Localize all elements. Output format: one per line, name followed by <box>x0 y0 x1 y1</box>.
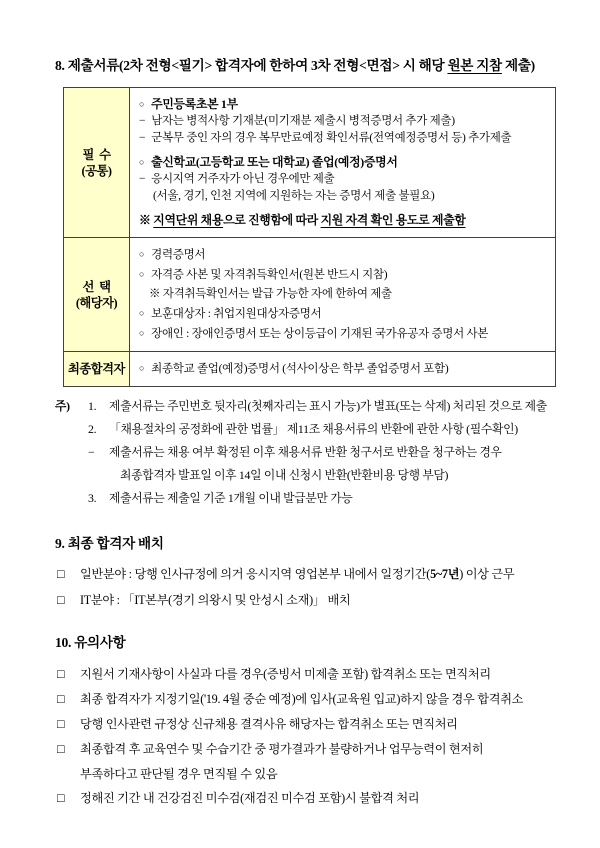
row-header-line1: 최종합격자 <box>68 362 125 376</box>
doc-line <box>139 360 448 378</box>
section9 <box>55 532 556 613</box>
doc-note-mid: 으로 진행함에 따라 <box>223 213 321 227</box>
section10-item-text: 지원서 기재사항이 사실과 다를 경우(증빙서 미제출 포함) 합격취소 또는 면직처리 <box>80 667 491 681</box>
checkbox-icon: □ <box>57 742 65 756</box>
row-header-line1: 필 수 <box>82 147 111 162</box>
doc-line-text: 경력증명서 <box>151 249 206 261</box>
doc-line <box>139 154 553 171</box>
doc-line <box>139 285 553 304</box>
circle-bullet-icon: ○ <box>139 269 145 279</box>
footnote-line <box>55 395 556 418</box>
section10 <box>55 631 556 811</box>
row-header-required <box>64 88 130 237</box>
doc-line <box>139 188 553 205</box>
doc-line-text: 남자는 병적사항 기재분(미기재분 제출시 병적증명서 추가 제출) <box>151 115 455 127</box>
footnote-label: 주) <box>55 399 70 413</box>
footnote-line <box>55 487 556 510</box>
section9-item <box>55 587 556 613</box>
footnote-text: 「채용절차의 공정화에 관한 법률」 제11조 채용서류의 반환에 관한 사항 (필수확인) <box>109 422 518 436</box>
section9-item <box>55 561 556 587</box>
section9-title: 9. 최종 합격자 배치 <box>55 536 164 551</box>
item-text-pre: 일반분야 : 당행 인사규정에 의거 응시지역 영업본부 내에서 일정기간( <box>80 567 431 581</box>
checkbox-icon: □ <box>57 791 65 805</box>
section10-item <box>55 737 556 762</box>
section8-title-post: 제출) <box>501 58 535 73</box>
section10-item <box>55 786 556 811</box>
dash-bullet-icon: − <box>139 115 146 127</box>
section10-item-text: 정해진 기간 내 건강검진 미수검(재검진 미수검 포함)시 불합격 처리 <box>80 791 420 805</box>
item-text-bold: 5~7년 <box>430 567 460 581</box>
doc-line <box>139 304 553 324</box>
doc-line-text: 보훈대상자 : 취업지원대상자증명서 <box>151 308 322 320</box>
section9-item-text <box>80 561 514 587</box>
row-body-optional <box>130 238 555 351</box>
doc-note-underlined-2: 지원 자격 확인 용도로 제출함 <box>320 213 466 227</box>
checkbox-icon: □ <box>57 567 65 581</box>
row-header-line2: (해당자) <box>75 295 118 310</box>
doc-line <box>139 130 553 147</box>
doc-line <box>139 245 553 265</box>
doc-line-text: 출신학교(고등학교 또는 대학교) 졸업(예정)증명서 <box>151 155 398 169</box>
circle-bullet-icon: ○ <box>139 363 145 373</box>
checkbox-icon: □ <box>57 667 65 681</box>
row-header-final <box>64 352 130 386</box>
section10-item <box>55 712 556 737</box>
footnote-line <box>55 464 556 487</box>
doc-line <box>139 113 553 130</box>
section9-item-text: IT분야 : 「IT본부(경기 의왕시 및 안성시 소재)」 배치 <box>80 593 351 607</box>
row-header-line2: (공통) <box>81 163 112 178</box>
dash-bullet-icon: − <box>139 173 146 185</box>
doc-line <box>139 324 553 344</box>
footnote-text: 제출서류는 주민번호 뒷자리(첫째자리는 표시 가능)가 별표(또는 삭제) 처리된 것으로 제출 <box>109 399 547 413</box>
footnote-number: 3. <box>88 491 97 505</box>
footnote-number: 1. <box>88 399 97 413</box>
section10-title: 10. 유의사항 <box>55 635 126 650</box>
doc-line <box>139 171 553 188</box>
section10-item <box>55 662 556 687</box>
documents-table <box>63 87 556 387</box>
doc-line-text: 주민등록초본 1부 <box>151 97 238 111</box>
checkbox-icon: □ <box>57 692 65 706</box>
doc-line <box>139 96 553 113</box>
circle-bullet-icon: ○ <box>139 157 145 167</box>
section8-title-pre: 8. 제출서류(2차 전형<필기> 합격자에 한하여 3차 전형<면접> 시 해당 <box>55 58 448 73</box>
section10-item-text: 최종합격 후 교육연수 및 수습기간 중 평가결과가 불량하거나 업무능력이 현저히 <box>80 742 484 756</box>
section10-item-continuation: 부족하다고 판단될 경우 면직될 수 있음 <box>80 767 278 781</box>
table-row-required <box>64 88 555 237</box>
doc-note-underlined-1: 지역단위 채용 <box>153 213 224 227</box>
doc-line-text: ※ 자격취득확인서는 발급 가능한 자에 한하여 제출 <box>149 288 392 300</box>
row-header-optional <box>64 238 130 351</box>
footnote-text: 제출서류는 제출일 기준 1개월 이내 발급분만 가능 <box>109 491 353 505</box>
circle-bullet-icon: ○ <box>139 99 145 109</box>
doc-line-text: (서울, 경기, 인천 지역에 지원하는 자는 증명서 제출 불필요) <box>153 190 435 202</box>
section8-title-underlined: 원본 지참 <box>447 58 502 73</box>
checkbox-icon: □ <box>57 717 65 731</box>
row-body-final <box>130 352 555 386</box>
footnote-number: − <box>88 445 95 459</box>
doc-line-text: 최종학교 졸업(예정)증명서 (석사이상은 학부 졸업증명서 포함) <box>151 363 449 375</box>
checkbox-icon: □ <box>57 593 65 607</box>
footnote-line <box>55 418 556 441</box>
doc-note-line <box>139 212 553 229</box>
dash-bullet-icon: − <box>139 132 146 144</box>
doc-line-text: 응시지역 거주자가 아닌 경우에만 제출 <box>151 173 335 185</box>
footnote-text: 최종합격자 발표일 이후 14일 이내 신청시 반환(반환비용 당행 부담) <box>120 468 449 482</box>
circle-bullet-icon: ○ <box>139 249 145 259</box>
footnote-text: 제출서류는 채용 여부 확정된 이후 채용서류 반환 청구서로 반환을 청구하는 경우 <box>109 445 502 459</box>
doc-line-text: 장애인 : 장애인증명서 또는 상이등급이 기재된 국가유공자 증명서 사본 <box>151 328 489 340</box>
row-body-required <box>130 88 555 237</box>
doc-line <box>139 265 553 285</box>
circle-bullet-icon: ○ <box>139 308 145 318</box>
section10-item-text: 당행 인사관련 규정상 신규채용 결격사유 해당자는 합격취소 또는 면직처리 <box>80 717 458 731</box>
row-header-line1: 선 택 <box>82 279 111 294</box>
section8-title <box>55 54 556 74</box>
doc-line-text: 자격증 사본 및 자격취득확인서(원본 반드시 지참) <box>151 269 388 281</box>
circle-bullet-icon: ○ <box>139 328 145 338</box>
footnote-line <box>55 441 556 464</box>
doc-line-text: 군복무 중인 자의 경우 복무만료예정 확인서류(전역예정증명서 등) 추가제출 <box>151 132 512 144</box>
table-row-optional <box>64 237 555 351</box>
section10-item-text: 최종 합격자가 지정기일('19. 4월 중순 예정)에 입사(교육원 입교)하지 않을 경우 합격취소 <box>80 692 524 706</box>
table-row-final <box>64 351 555 386</box>
footnote-number: 2. <box>88 422 97 436</box>
reference-mark-icon: ※ <box>139 213 154 227</box>
section10-item <box>55 687 556 712</box>
item-text-post: ) 이상 근무 <box>459 567 515 581</box>
footnotes <box>55 395 556 510</box>
